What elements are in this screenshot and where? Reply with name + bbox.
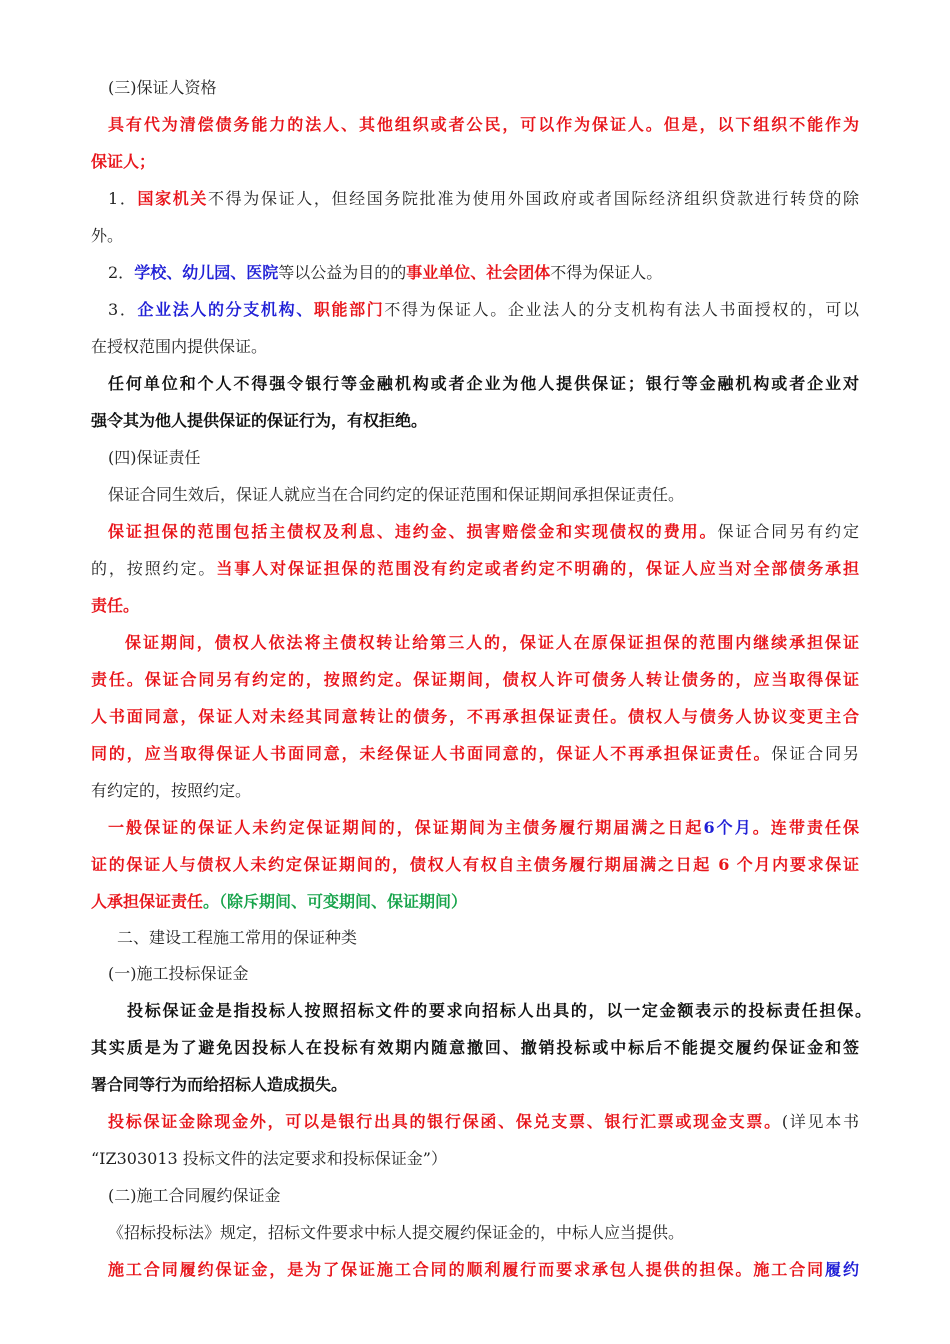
heading-performance-bond: (二)施工合同履约保证金 (108, 1186, 281, 1205)
paragraph-line: 投标保证金除现金外，可以是银行出具的银行保函、保兑支票、银行汇票或现金支票。(详见本书 (108, 1112, 859, 1131)
list-item-3: 3．企业法人的分支机构、职能部门不得为保证人。企业法人的分支机构有法人书面授权的，可以 (108, 300, 859, 319)
paragraph-line: 《招标投标法》规定，招标文件要求中标人提交履约保证金的，中标人应当提供。 (108, 1223, 685, 1242)
paragraph-line: 人承担保证责任。（除斥期间、可变期间、保证期间） (91, 892, 468, 911)
paragraph-line: 责任。保证合同另有约定的，按照约定。保证期间，债权人许可债务人转让债务的，应当取得保证 (91, 670, 859, 689)
paragraph-line: 具有代为清偿债务能力的法人、其他组织或者公民，可以作为保证人。但是，以下组织不能作为 (108, 115, 859, 134)
paragraph-line: 保证担保的范围包括主债权及利息、违约金、损害赔偿金和实现债权的费用。保证合同另有约定 (108, 522, 859, 541)
paragraph-line: 强令其为他人提供保证的保证行为，有权拒绝。 (91, 411, 428, 430)
paragraph-line: 保证人； (91, 152, 156, 171)
paragraph-line: 外。 (91, 226, 124, 245)
paragraph-line: 有约定的，按照约定。 (91, 781, 252, 800)
paragraph-line: “IZ303013 投标文件的法定要求和投标保证金”） (91, 1149, 447, 1168)
paragraph-line: 保证合同生效后，保证人就应当在合同约定的保证范围和保证期间承担保证责任。 (108, 485, 685, 504)
heading-guarantee-liability: (四)保证责任 (108, 448, 201, 467)
paragraph-line: 责任。 (91, 596, 140, 615)
paragraph-line: 一般保证的保证人未约定保证期间的，保证期间为主债务履行期届满之日起6个月。连带责任保 (108, 818, 859, 837)
paragraph-line: 证的保证人与债权人未约定保证期间的，债权人有权自主债务履行期届满之日起 6 个月内要求保证 (91, 855, 859, 874)
heading-guarantor-qualification: (三)保证人资格 (108, 78, 217, 97)
paragraph-line: 任何单位和个人不得强令银行等金融机构或者企业为他人提供保证；银行等金融机构或者企业对 (108, 374, 859, 393)
paragraph-line: 保证期间，债权人依法将主债权转让给第三人的，保证人在原保证担保的范围内继续承担保证 (125, 633, 859, 652)
heading-common-guarantee-types: 二、建设工程施工常用的保证种类 (117, 928, 358, 947)
paragraph-line: 署合同等行为而给招标人造成损失。 (91, 1075, 348, 1094)
paragraph-line: 同的，应当取得保证人书面同意，未经保证人书面同意的，保证人不再承担保证责任。保证合同另 (91, 744, 859, 763)
paragraph-line: 施工合同履约保证金，是为了保证施工合同的顺利履行而要求承包人提供的担保。施工合同履约 (108, 1260, 859, 1279)
paragraph-line: 其实质是为了避免因投标人在投标有效期内随意撤回、撤销投标或中标后不能提交履约保证金和签 (91, 1038, 859, 1057)
paragraph-line: 人书面同意，保证人对未经其同意转让的债务，不再承担保证责任。债权人与债务人协议变更主合 (91, 707, 859, 726)
list-item-1: 1．国家机关不得为保证人，但经国务院批准为使用外国政府或者国际经济组织贷款进行转贷的除 (108, 189, 859, 208)
paragraph-line: 投标保证金是指投标人按照招标文件的要求向招标人出具的，以一定金额表示的投标责任担保。 (127, 1001, 871, 1020)
paragraph-line: 在授权范围内提供保证。 (91, 337, 268, 356)
heading-bid-security: (一)施工投标保证金 (108, 964, 249, 983)
paragraph-line: 的，按照约定。当事人对保证担保的范围没有约定或者约定不明确的，保证人应当对全部债务承担 (91, 559, 859, 578)
list-item-2: 2．学校、幼儿园、医院等以公益为目的的事业单位、社会团体不得为保证人。 (108, 263, 663, 282)
